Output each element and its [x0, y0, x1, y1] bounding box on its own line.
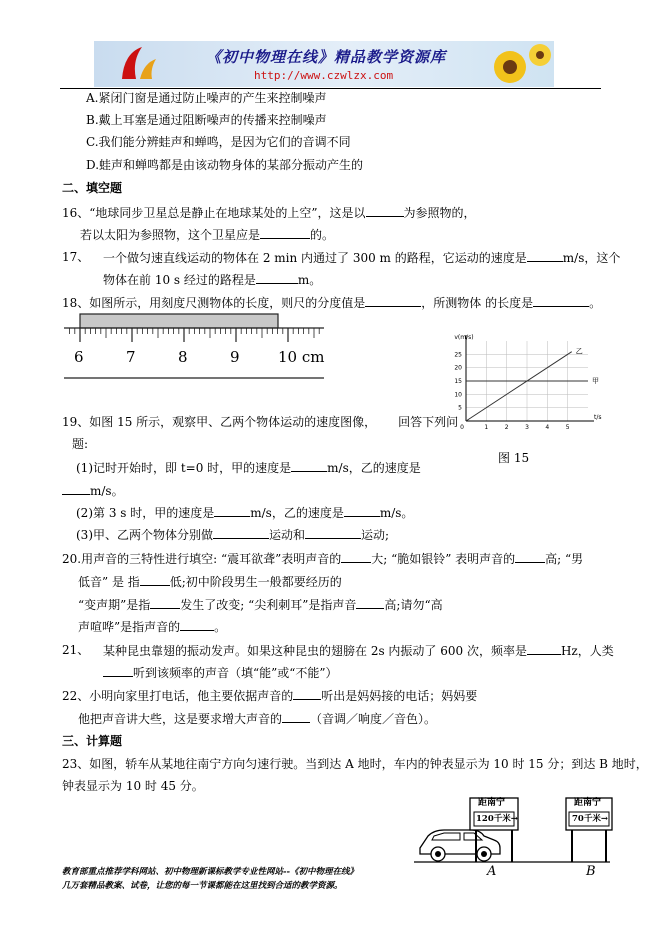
velocity-time-graph	[440, 333, 600, 433]
q17-blank-1[interactable]	[527, 249, 563, 262]
q20-line1	[62, 550, 583, 567]
q20-blank-1[interactable]	[341, 550, 371, 563]
q19-p1-text: (1)记时开始时，即 t=0 时，甲的速度是	[76, 461, 292, 475]
q20-text-1c: 高; “男	[545, 552, 584, 566]
ruler-ticks	[70, 328, 320, 342]
ruler-label-8: 8	[178, 348, 188, 366]
q20-text-3a: “变声期”是指	[78, 598, 151, 612]
q17-number: 17、	[62, 250, 90, 264]
q18-line	[62, 294, 601, 311]
q19-p1-cont-unit: m/s。	[90, 484, 124, 498]
q20-blank-6[interactable]	[180, 618, 214, 631]
q18-text-end: 。	[589, 296, 602, 310]
q18-text-mid: ，所测物体 的长度是	[421, 296, 534, 310]
q19-p3-mid: 运动和	[269, 528, 306, 542]
q19-part1	[76, 459, 421, 476]
q17-unit-2: m。	[297, 273, 322, 287]
series-label: 乙	[575, 347, 583, 356]
q20-text-4a: 声喧哗”是指声音的	[78, 620, 181, 634]
q22-text-2a: 他把声音讲大些，这是要求增大声音的	[78, 712, 283, 726]
q19-blank-2[interactable]	[62, 482, 90, 495]
q23-line2: 钟表显示为 10 时 45 分。	[62, 779, 204, 793]
q20-text-2a: 低音” 是 指	[78, 575, 140, 589]
q16-line1	[62, 204, 476, 221]
ruler-label-6: 6	[74, 348, 84, 366]
sign-b-title: 距南宁	[574, 798, 602, 808]
q17-text: 一个做匀速直线运动的物体在 2 min 内通过了 300 m 的路程，它运动的速度是	[103, 251, 527, 265]
q20-text-3c: 高;请勿“高	[384, 598, 443, 612]
q23-line1: 23、如图，轿车从某地往南宁方向匀速行驶。当到达 A 地时，车内的钟表显示为 10 时 15 分；到达 B 地时，	[62, 757, 648, 771]
q16-blank-1[interactable]	[366, 204, 404, 217]
q21-number: 21、	[62, 643, 90, 657]
q18-blank-2[interactable]	[533, 294, 589, 307]
q19-part3	[76, 526, 389, 543]
q19-line1	[62, 414, 458, 430]
series-line-yi	[466, 352, 572, 421]
sign-b-label: B	[586, 864, 596, 879]
q21-line2	[103, 664, 338, 681]
q20-blank-3[interactable]	[140, 573, 170, 586]
x-tick-label: 4	[545, 424, 550, 431]
q16-text-end: 为参照物的，	[403, 206, 476, 220]
q21-text-1a: 某种昆虫靠翅的振动发声。如果这种昆虫的翅膀在 2s 内振动了 600 次，频率是	[103, 644, 527, 658]
q21-text-1b: Hz，人类	[560, 644, 614, 658]
y-tick-label: 20	[454, 364, 462, 372]
q20-line4	[78, 618, 226, 635]
q16-text: 16、“地球同步卫星总是静止在地球某处的上空”，这是以	[62, 206, 366, 220]
q19-part2	[76, 504, 413, 521]
ruler-label-10cm: 10 cm	[278, 348, 325, 366]
q22-text-1b: 听出是妈妈接的电话；妈妈要	[321, 689, 478, 703]
header-banner	[94, 41, 554, 87]
y-tick-label: 10	[454, 391, 462, 399]
q20-text-1b: 大; “脆如银铃” 表明声音的	[371, 552, 516, 566]
x-tick-label: 3	[525, 424, 529, 431]
sign-a-title: 距南宁	[478, 798, 506, 808]
y-tick-label: 15	[454, 378, 462, 385]
q22-line1	[62, 687, 477, 704]
q19-text: 19、如图 15 所示，观察甲、乙两个物体运动的速度图像，	[62, 415, 377, 429]
q19-p3-end: 运动;	[361, 528, 390, 542]
footer-line-1: 教育部重点推荐学科网站、初中物理新课标教学专业性网站--《初中物理在线》	[62, 867, 359, 877]
q19-blank-5[interactable]	[213, 526, 269, 539]
q20-blank-2[interactable]	[515, 550, 545, 563]
header-rule	[60, 88, 601, 89]
q21-text-2: 听到该频率的声音（填“能”或“不能”）	[133, 666, 338, 680]
q18-text: 18、如图所示，用刻度尺测物体的长度，则尺的分度值是	[62, 296, 366, 310]
q19-text-end: 回答下列问	[398, 415, 459, 429]
q20-line3	[78, 596, 443, 613]
q19-blank-6[interactable]	[305, 526, 361, 539]
q16-line2	[80, 226, 334, 243]
q16-text-2-end: 的。	[310, 228, 335, 242]
q21-line1	[103, 642, 614, 659]
q19-p1-unit: m/s，乙的速度是	[327, 461, 421, 475]
q17-blank-2[interactable]	[256, 271, 298, 284]
q20-line2	[78, 573, 342, 590]
y-tick-label: 5	[458, 404, 462, 412]
y-tick-label: 25	[454, 351, 462, 359]
q19-p3-text: (3)甲、乙两个物体分别做	[76, 528, 213, 542]
option-d: D.蛙声和蝉鸣都是由该动物身体的某部分振动产生的	[86, 158, 364, 172]
sign-b-distance: 70千米→	[572, 814, 608, 824]
footer-line-2: 几万套精品教案、试卷，让您的每一节课都能在这里找到合适的教学资源。	[62, 881, 343, 891]
q19-blank-4[interactable]	[344, 504, 380, 517]
sign-a-label: A	[487, 864, 497, 879]
q17-unit-1: m/s，这个	[562, 251, 621, 265]
sign-a-distance: 120千米→	[476, 814, 518, 824]
q18-blank-1[interactable]	[365, 294, 421, 307]
velocity-graph-svg	[440, 333, 600, 433]
q16-text-2: 若以太阳为参照物，这个卫星应是	[80, 228, 261, 242]
x-axis-label: t/s	[594, 414, 602, 421]
q19-p2-unit: m/s，乙的速度是	[250, 506, 344, 520]
option-b: B.戴上耳塞是通过阻断噪声的传播来控制噪声	[86, 113, 327, 127]
figure-caption: 图 15	[498, 451, 530, 465]
q19-blank-3[interactable]	[214, 504, 250, 517]
q22-blank-1[interactable]	[293, 687, 321, 700]
y-axis-label: v(m/s)	[454, 334, 474, 341]
option-a: A.紧闭门窗是通过防止噪声的产生来控制噪声	[86, 91, 327, 105]
option-c: C.我们能分辨蛙声和蝉鸣，是因为它们的音调不同	[86, 135, 351, 149]
q20-blank-4[interactable]	[150, 596, 180, 609]
banner-title: 《初中物理在线》精品教学资源库	[206, 48, 447, 66]
q16-blank-2[interactable]	[260, 226, 310, 239]
q21-blank-1[interactable]	[527, 642, 561, 655]
car-icon	[420, 830, 500, 861]
measured-object	[80, 314, 278, 328]
q22-text-2b: （音调／响度／音色）。	[310, 712, 437, 726]
q17-text-2: 物体在前 10 s 经过的路程是	[103, 273, 256, 287]
section-calc-title: 三、计算题	[62, 734, 123, 748]
ruler-figure	[62, 312, 332, 384]
q20-text-2b: 低;初中阶段男生一般都要经历的	[169, 575, 342, 589]
series-label: 甲	[592, 377, 599, 385]
q19-p2-end: m/s。	[379, 506, 414, 520]
q22-line2	[78, 710, 436, 727]
q22-text-1a: 22、小明向家里打电话，他主要依据声音的	[62, 689, 294, 703]
q19-part1-cont	[62, 482, 124, 499]
q20-text-4b: 。	[214, 620, 227, 634]
q19-line2: 题:	[72, 437, 89, 451]
section-fill-title: 二、填空题	[62, 181, 123, 195]
q17-line2	[103, 271, 321, 288]
ruler-label-9: 9	[230, 348, 240, 366]
q19-p2-text: (2)第 3 s 时，甲的速度是	[76, 506, 215, 520]
x-tick-label: 1	[484, 424, 489, 431]
q21-blank-2[interactable]	[103, 664, 133, 677]
x-tick-label: 0	[460, 424, 464, 431]
banner-url: http://www.czwlzx.com	[254, 69, 394, 82]
car-signs-figure	[414, 790, 614, 880]
q22-blank-2[interactable]	[282, 710, 310, 723]
q20-text-3b: 发生了改变; “尖利刺耳”是指声音	[180, 598, 357, 612]
q17-line1	[103, 249, 620, 266]
q20-blank-5[interactable]	[356, 596, 384, 609]
x-tick-label: 5	[565, 424, 570, 431]
ruler-label-7: 7	[126, 348, 136, 366]
q19-blank-1[interactable]	[291, 459, 327, 472]
x-tick-label: 2	[504, 424, 509, 431]
q20-text-1a: 20.用声音的三特性进行填空: “震耳欲聋”表明声音的	[62, 552, 342, 566]
